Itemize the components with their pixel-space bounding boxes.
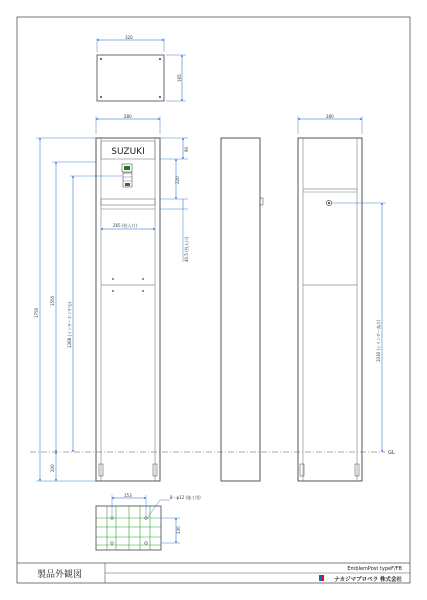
model-name: EmblemPost typeF/FB (347, 566, 402, 572)
panel-height-label: 165 (177, 74, 182, 82)
drawing-frame (17, 17, 410, 583)
height-1550-label: 1550 (50, 295, 55, 306)
total-height-label: 1750 (34, 307, 39, 318)
back-view (298, 114, 386, 481)
side-post-outline (221, 138, 260, 481)
anchor-spacing-label: 153 (124, 493, 132, 498)
side-view (221, 138, 263, 481)
front-width-label: 280 (124, 114, 132, 119)
ground-line-label: GL (388, 450, 395, 456)
emblem-panel-view (97, 35, 186, 101)
dim-90-label: 90 (184, 146, 189, 152)
anchor-depth-label: 130 (176, 526, 181, 534)
back-width-label: 280 (326, 114, 334, 119)
anchor-note-label: 8－φ12 (施工用) (170, 495, 201, 500)
base-height-label: 200 (50, 464, 55, 472)
company-name: ナカジマプロペラ 株式会社 (334, 577, 402, 583)
opening-height-label: 40.5 (投入口) (184, 236, 189, 262)
anchor-plan (96, 493, 201, 550)
title-block (17, 563, 410, 583)
mail-slot (101, 199, 155, 205)
dim-220-label: 220 (175, 176, 180, 184)
panel-width-label: 320 (125, 35, 133, 40)
back-post-outline (298, 138, 362, 481)
drawing-title: 製品外観図 (37, 570, 83, 580)
emblem-panel (97, 55, 164, 101)
front-view (34, 114, 189, 481)
brand-emblem: SUZUKI (111, 147, 145, 157)
cylinder-height-label: 1030 (シリンダー高さ) (376, 319, 381, 362)
intercom-height-label: 1368 (インターホン中心) (67, 301, 72, 348)
front-post-outline (96, 138, 160, 481)
opening-width-label: 265 (投入口) (113, 223, 138, 228)
